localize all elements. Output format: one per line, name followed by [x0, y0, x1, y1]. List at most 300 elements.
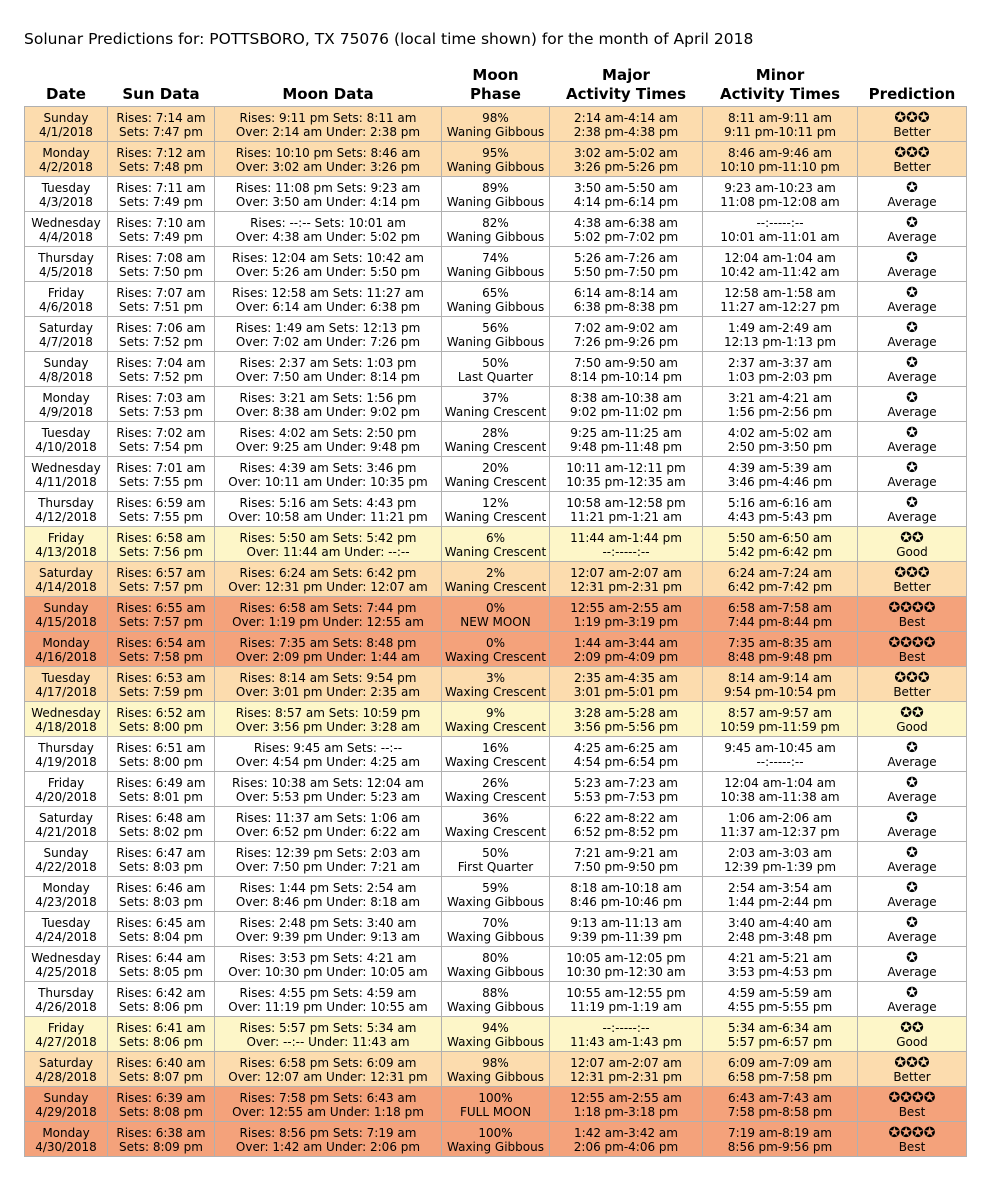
- prediction-rating: Best: [898, 1104, 926, 1119]
- prediction-cell: [858, 702, 967, 737]
- sun-set: Sets: 8:05 pm: [119, 964, 203, 979]
- phase-percent: 12%: [482, 495, 509, 510]
- prediction-rating: Better: [893, 684, 931, 699]
- prediction-cell: [858, 107, 967, 142]
- date-value: 4/10/2018: [35, 439, 97, 454]
- date-value: 4/30/2018: [35, 1139, 97, 1154]
- date-cell: [25, 842, 108, 877]
- sun-set: Sets: 7:54 pm: [119, 439, 203, 454]
- major-times-cell: [550, 177, 703, 212]
- minor-time-2: 6:58 pm-7:58 pm: [727, 1069, 833, 1084]
- date-cell: [25, 317, 108, 352]
- moon-over-under: Over: 5:26 am Under: 5:50 pm: [235, 264, 421, 279]
- sun-set: Sets: 8:06 pm: [119, 1034, 203, 1049]
- major-times-cell: [550, 492, 703, 527]
- star-in-circle-icon: ✪✪✪✪: [888, 1089, 936, 1106]
- prediction-rating: Average: [887, 929, 937, 944]
- moon-phase-cell: [442, 457, 550, 492]
- moon-data-cell: [215, 912, 442, 947]
- sun-data-cell: [108, 247, 215, 282]
- date-cell: [25, 597, 108, 632]
- moon-over-under: Over: 5:53 pm Under: 5:23 am: [235, 789, 421, 804]
- major-time-1: 4:38 am-6:38 am: [574, 215, 678, 230]
- phase-percent: 100%: [478, 1090, 513, 1105]
- moon-phase-cell: [442, 982, 550, 1017]
- major-times-cell: [550, 737, 703, 772]
- minor-times-cell: [703, 912, 858, 947]
- moon-data-cell: [215, 527, 442, 562]
- phase-percent: 94%: [482, 1020, 509, 1035]
- prediction-cell: [858, 317, 967, 352]
- major-times-cell: [550, 142, 703, 177]
- prediction-rating: Average: [887, 509, 937, 524]
- moon-phase-cell: [442, 947, 550, 982]
- minor-time-1: 12:04 am-1:04 am: [724, 775, 836, 790]
- star-in-circle-icon: ✪✪✪✪: [888, 599, 936, 616]
- sun-set: Sets: 8:04 pm: [119, 929, 203, 944]
- sun-data-cell: [108, 352, 215, 387]
- minor-time-1: 8:46 am-9:46 am: [728, 145, 832, 160]
- major-time-1: 8:18 am-10:18 am: [570, 880, 682, 895]
- table-row: [25, 982, 967, 1017]
- moon-over-under: Over: 2:09 pm Under: 1:44 am: [235, 649, 421, 664]
- moon-phase-cell: [442, 1052, 550, 1087]
- sun-data-cell: [108, 877, 215, 912]
- table-header: [25, 66, 967, 107]
- moon-phase-cell: [442, 247, 550, 282]
- sun-rise: Rises: 6:41 am: [116, 1020, 206, 1035]
- minor-time-1: 4:02 am-5:02 am: [728, 425, 832, 440]
- day-name: Thursday: [38, 495, 94, 510]
- sun-data-cell: [108, 982, 215, 1017]
- date-value: 4/25/2018: [35, 964, 97, 979]
- sun-set: Sets: 7:55 pm: [119, 474, 203, 489]
- phase-percent: 50%: [482, 845, 509, 860]
- sun-data-cell: [108, 177, 215, 212]
- prediction-cell: [858, 527, 967, 562]
- minor-time-2: 9:54 pm-10:54 pm: [723, 684, 837, 699]
- table-row: [25, 527, 967, 562]
- date-value: 4/18/2018: [35, 719, 97, 734]
- sun-rise: Rises: 6:51 am: [116, 740, 206, 755]
- phase-percent: 59%: [482, 880, 509, 895]
- phase-name: Waning Gibbous: [446, 229, 545, 244]
- day-name: Monday: [42, 635, 90, 650]
- sun-rise: Rises: 6:38 am: [116, 1125, 206, 1140]
- minor-time-1: 5:50 am-6:50 am: [728, 530, 832, 545]
- day-name: Saturday: [38, 565, 94, 580]
- star-in-circle-icon: ✪: [906, 284, 918, 301]
- minor-time-1: 5:34 am-6:34 am: [728, 1020, 832, 1035]
- sun-rise: Rises: 7:04 am: [116, 355, 206, 370]
- day-name: Friday: [47, 530, 85, 545]
- sun-set: Sets: 8:00 pm: [119, 754, 203, 769]
- major-time-2: 11:19 pm-1:19 am: [570, 999, 682, 1014]
- phase-percent: 6%: [485, 530, 506, 545]
- major-time-1: 2:35 am-4:35 am: [574, 670, 678, 685]
- moon-over-under: Over: 10:30 pm Under: 10:05 am: [228, 964, 428, 979]
- date-cell: [25, 247, 108, 282]
- prediction-cell: [858, 1052, 967, 1087]
- major-time-1: 10:55 am-12:55 pm: [566, 985, 686, 1000]
- sun-data-cell: [108, 457, 215, 492]
- sun-set: Sets: 7:52 pm: [119, 369, 203, 384]
- sun-data-cell: [108, 387, 215, 422]
- prediction-cell: [858, 562, 967, 597]
- moon-over-under: Over: 9:25 am Under: 9:48 pm: [235, 439, 421, 454]
- prediction-rating: Good: [896, 544, 928, 559]
- major-times-cell: [550, 632, 703, 667]
- phase-name: Waxing Crescent: [445, 754, 546, 769]
- phase-name: NEW MOON: [460, 614, 531, 629]
- moon-phase-cell: [442, 912, 550, 947]
- date-cell: [25, 1052, 108, 1087]
- star-in-circle-icon: ✪✪: [900, 529, 924, 546]
- moon-data-cell: [215, 107, 442, 142]
- minor-time-2: 7:58 pm-8:58 pm: [727, 1104, 833, 1119]
- major-times-cell: [550, 317, 703, 352]
- minor-time-2: 2:50 pm-3:50 pm: [727, 439, 833, 454]
- star-in-circle-icon: ✪✪✪: [894, 564, 930, 581]
- table-row: [25, 947, 967, 982]
- minor-time-1: 2:54 am-3:54 am: [728, 880, 832, 895]
- phase-name: FULL MOON: [459, 1104, 532, 1119]
- moon-phase-cell: [442, 317, 550, 352]
- sun-rise: Rises: 7:14 am: [116, 110, 206, 125]
- sun-data-cell: [108, 492, 215, 527]
- minor-times-cell: [703, 212, 858, 247]
- sun-rise: Rises: 7:01 am: [116, 460, 206, 475]
- prediction-rating: Average: [887, 299, 937, 314]
- sun-rise: Rises: 7:03 am: [116, 390, 206, 405]
- moon-rise-set: Rises: 4:39 am Sets: 3:46 pm: [239, 460, 417, 475]
- minor-time-1: 2:37 am-3:37 am: [728, 355, 832, 370]
- prediction-cell: [858, 387, 967, 422]
- sun-rise: Rises: 6:52 am: [116, 705, 206, 720]
- day-name: Saturday: [38, 320, 94, 335]
- date-value: 4/20/2018: [35, 789, 97, 804]
- sun-rise: Rises: 6:48 am: [116, 810, 206, 825]
- date-value: 4/19/2018: [35, 754, 97, 769]
- day-name: Thursday: [38, 250, 94, 265]
- phase-name: Waning Crescent: [444, 439, 547, 454]
- day-name: Saturday: [38, 1055, 94, 1070]
- prediction-rating: Average: [887, 754, 937, 769]
- minor-times-cell: [703, 457, 858, 492]
- star-in-circle-icon: ✪: [906, 424, 918, 441]
- major-time-1: 10:05 am-12:05 pm: [566, 950, 686, 965]
- sun-rise: Rises: 6:54 am: [116, 635, 206, 650]
- phase-name: Waxing Gibbous: [447, 964, 544, 979]
- prediction-cell: [858, 772, 967, 807]
- sun-data-cell: [108, 737, 215, 772]
- phase-name: Waxing Gibbous: [447, 1069, 544, 1084]
- sun-set: Sets: 7:57 pm: [119, 579, 203, 594]
- moon-phase-cell: [442, 142, 550, 177]
- star-in-circle-icon: ✪✪: [900, 1019, 924, 1036]
- phase-name: Waxing Crescent: [445, 649, 546, 664]
- table-row: [25, 597, 967, 632]
- moon-rise-set: Rises: 6:58 am Sets: 7:44 pm: [239, 600, 417, 615]
- major-times-cell: [550, 597, 703, 632]
- major-time-1: 2:14 am-4:14 am: [574, 110, 678, 125]
- phase-name: Waning Gibbous: [446, 194, 545, 209]
- minor-time-1: 3:21 am-4:21 am: [728, 390, 832, 405]
- day-name: Monday: [42, 1125, 90, 1140]
- minor-time-1: 8:14 am-9:14 am: [728, 670, 832, 685]
- major-times-cell: [550, 912, 703, 947]
- star-in-circle-icon: ✪: [906, 879, 918, 896]
- sun-set: Sets: 7:47 pm: [119, 124, 203, 139]
- major-time-1: 9:25 am-11:25 am: [570, 425, 682, 440]
- prediction-rating: Best: [898, 1139, 926, 1154]
- sun-data-cell: [108, 1122, 215, 1157]
- sun-rise: Rises: 6:59 am: [116, 495, 206, 510]
- moon-rise-set: Rises: 10:38 am Sets: 12:04 am: [232, 775, 424, 790]
- phase-percent: 20%: [482, 460, 509, 475]
- sun-rise: Rises: 7:02 am: [116, 425, 206, 440]
- prediction-cell: [858, 667, 967, 702]
- date-cell: [25, 702, 108, 737]
- star-in-circle-icon: ✪: [906, 984, 918, 1001]
- phase-name: Waxing Gibbous: [447, 999, 544, 1014]
- prediction-rating: Average: [887, 859, 937, 874]
- moon-phase-cell: [442, 352, 550, 387]
- phase-percent: 88%: [482, 985, 509, 1000]
- moon-data-cell: [215, 352, 442, 387]
- moon-data-cell: [215, 807, 442, 842]
- header-major-times: Major Activity Times: [565, 66, 686, 103]
- moon-data-cell: [215, 597, 442, 632]
- date-value: 4/17/2018: [35, 684, 97, 699]
- phase-percent: 70%: [482, 915, 509, 930]
- phase-name: Waning Crescent: [444, 509, 547, 524]
- moon-rise-set: Rises: 3:21 am Sets: 1:56 pm: [239, 390, 417, 405]
- phase-percent: 56%: [482, 320, 509, 335]
- date-cell: [25, 807, 108, 842]
- date-value: 4/12/2018: [35, 509, 97, 524]
- phase-name: Waxing Gibbous: [447, 1034, 544, 1049]
- major-time-2: 5:50 pm-7:50 pm: [573, 264, 679, 279]
- date-cell: [25, 457, 108, 492]
- major-time-1: 3:02 am-5:02 am: [574, 145, 678, 160]
- sun-data-cell: [108, 632, 215, 667]
- minor-time-1: 1:06 am-2:06 am: [728, 810, 832, 825]
- table-row: [25, 702, 967, 737]
- sun-set: Sets: 7:50 pm: [119, 264, 203, 279]
- minor-time-2: 1:03 pm-2:03 pm: [727, 369, 833, 384]
- moon-phase-cell: [442, 667, 550, 702]
- major-times-cell: [550, 877, 703, 912]
- minor-times-cell: [703, 1122, 858, 1157]
- minor-time-1: 5:16 am-6:16 am: [728, 495, 832, 510]
- table-row: [25, 317, 967, 352]
- moon-phase-cell: [442, 387, 550, 422]
- moon-over-under: Over: 2:14 am Under: 2:38 pm: [235, 124, 421, 139]
- major-time-2: 1:19 pm-3:19 pm: [573, 614, 679, 629]
- date-cell: [25, 737, 108, 772]
- date-cell: [25, 177, 108, 212]
- date-value: 4/28/2018: [35, 1069, 97, 1084]
- moon-rise-set: Rises: 7:58 pm Sets: 6:43 am: [239, 1090, 417, 1105]
- date-cell: [25, 282, 108, 317]
- header-row: [25, 66, 967, 107]
- moon-phase-cell: [442, 282, 550, 317]
- day-name: Tuesday: [41, 915, 91, 930]
- moon-over-under: Over: 7:50 am Under: 8:14 pm: [235, 369, 421, 384]
- major-time-2: 8:46 pm-10:46 pm: [569, 894, 683, 909]
- moon-phase-cell: [442, 632, 550, 667]
- table-row: [25, 772, 967, 807]
- date-cell: [25, 492, 108, 527]
- date-cell: [25, 877, 108, 912]
- minor-time-1: 3:40 am-4:40 am: [728, 915, 832, 930]
- moon-rise-set: Rises: 9:45 am Sets: --:--: [253, 740, 403, 755]
- prediction-cell: [858, 212, 967, 247]
- prediction-cell: [858, 422, 967, 457]
- phase-percent: 3%: [485, 670, 506, 685]
- prediction-cell: [858, 492, 967, 527]
- minor-time-1: 6:24 am-7:24 am: [728, 565, 832, 580]
- prediction-cell: [858, 352, 967, 387]
- phase-percent: 89%: [482, 180, 509, 195]
- phase-percent: 36%: [482, 810, 509, 825]
- minor-times-cell: [703, 947, 858, 982]
- sun-set: Sets: 7:58 pm: [119, 649, 203, 664]
- moon-rise-set: Rises: 7:35 am Sets: 8:48 pm: [239, 635, 417, 650]
- moon-over-under: Over: 1:19 pm Under: 12:55 am: [232, 614, 424, 629]
- minor-times-cell: [703, 317, 858, 352]
- moon-rise-set: Rises: 4:55 pm Sets: 4:59 am: [239, 985, 417, 1000]
- moon-data-cell: [215, 737, 442, 772]
- phase-percent: 50%: [482, 355, 509, 370]
- phase-percent: 98%: [482, 1055, 509, 1070]
- prediction-cell: [858, 807, 967, 842]
- day-name: Thursday: [38, 740, 94, 755]
- minor-times-cell: [703, 772, 858, 807]
- major-time-2: 9:39 pm-11:39 pm: [569, 929, 683, 944]
- major-times-cell: [550, 282, 703, 317]
- table-row: [25, 282, 967, 317]
- sun-data-cell: [108, 562, 215, 597]
- date-cell: [25, 667, 108, 702]
- minor-times-cell: [703, 877, 858, 912]
- table-row: [25, 247, 967, 282]
- date-value: 4/2/2018: [39, 159, 93, 174]
- major-times-cell: [550, 422, 703, 457]
- date-value: 4/3/2018: [39, 194, 93, 209]
- minor-time-2: 3:46 pm-4:46 pm: [727, 474, 833, 489]
- major-time-1: 9:13 am-11:13 am: [570, 915, 682, 930]
- sun-data-cell: [108, 947, 215, 982]
- phase-name: Last Quarter: [457, 369, 534, 384]
- sun-set: Sets: 8:03 pm: [119, 894, 203, 909]
- phase-name: Waning Gibbous: [446, 159, 545, 174]
- phase-name: Waxing Gibbous: [447, 1139, 544, 1154]
- star-in-circle-icon: ✪: [906, 774, 918, 791]
- prediction-rating: Average: [887, 194, 937, 209]
- moon-over-under: Over: 1:42 am Under: 2:06 pm: [235, 1139, 421, 1154]
- date-value: 4/27/2018: [35, 1034, 97, 1049]
- star-in-circle-icon: ✪: [906, 389, 918, 406]
- moon-rise-set: Rises: 12:39 pm Sets: 2:03 am: [235, 845, 421, 860]
- moon-data-cell: [215, 947, 442, 982]
- phase-percent: 100%: [478, 1125, 513, 1140]
- date-value: 4/24/2018: [35, 929, 97, 944]
- table-row: [25, 1017, 967, 1052]
- major-times-cell: [550, 772, 703, 807]
- moon-over-under: Over: 3:01 pm Under: 2:35 am: [235, 684, 421, 699]
- moon-rise-set: Rises: 3:53 pm Sets: 4:21 am: [239, 950, 417, 965]
- moon-data-cell: [215, 562, 442, 597]
- minor-time-2: 9:11 pm-10:11 pm: [723, 124, 837, 139]
- moon-over-under: Over: 6:14 am Under: 6:38 pm: [235, 299, 421, 314]
- major-time-1: 1:44 am-3:44 am: [574, 635, 678, 650]
- phase-name: Waxing Gibbous: [447, 929, 544, 944]
- major-time-2: 6:52 pm-8:52 pm: [573, 824, 679, 839]
- minor-times-cell: [703, 737, 858, 772]
- minor-time-1: 8:11 am-9:11 am: [728, 110, 832, 125]
- prediction-rating: Better: [893, 579, 931, 594]
- prediction-rating: Best: [898, 614, 926, 629]
- prediction-rating: Best: [898, 649, 926, 664]
- table-row: [25, 912, 967, 947]
- minor-time-2: 12:39 pm-1:39 pm: [723, 859, 837, 874]
- minor-time-1: 4:39 am-5:39 am: [728, 460, 832, 475]
- sun-data-cell: [108, 597, 215, 632]
- date-cell: [25, 1122, 108, 1157]
- major-times-cell: [550, 387, 703, 422]
- sun-set: Sets: 7:53 pm: [119, 404, 203, 419]
- major-time-1: 1:42 am-3:42 am: [574, 1125, 678, 1140]
- major-time-2: 6:38 pm-8:38 pm: [573, 299, 679, 314]
- sun-data-cell: [108, 142, 215, 177]
- date-value: 4/4/2018: [39, 229, 93, 244]
- minor-time-1: 6:58 am-7:58 am: [728, 600, 832, 615]
- date-cell: [25, 982, 108, 1017]
- date-value: 4/21/2018: [35, 824, 97, 839]
- table-row: [25, 632, 967, 667]
- major-time-1: 7:21 am-9:21 am: [574, 845, 678, 860]
- moon-data-cell: [215, 1052, 442, 1087]
- prediction-cell: [858, 457, 967, 492]
- moon-over-under: Over: 9:39 pm Under: 9:13 am: [235, 929, 421, 944]
- day-name: Saturday: [38, 810, 94, 825]
- moon-phase-cell: [442, 842, 550, 877]
- phase-name: Waning Crescent: [444, 544, 547, 559]
- minor-time-2: 10:59 pm-11:59 pm: [720, 719, 840, 734]
- phase-percent: 98%: [482, 110, 509, 125]
- moon-over-under: Over: 4:38 am Under: 5:02 pm: [235, 229, 421, 244]
- moon-over-under: Over: 10:11 am Under: 10:35 pm: [228, 474, 428, 489]
- moon-over-under: Over: --:-- Under: 11:43 am: [246, 1034, 410, 1049]
- star-in-circle-icon: ✪: [906, 844, 918, 861]
- major-time-1: 6:22 am-8:22 am: [574, 810, 678, 825]
- star-in-circle-icon: ✪✪✪: [894, 109, 930, 126]
- prediction-cell: [858, 1087, 967, 1122]
- phase-percent: 16%: [482, 740, 509, 755]
- minor-time-2: 11:27 am-12:27 pm: [720, 299, 840, 314]
- minor-times-cell: [703, 1017, 858, 1052]
- moon-rise-set: Rises: 2:48 pm Sets: 3:40 am: [239, 915, 417, 930]
- moon-data-cell: [215, 842, 442, 877]
- page-title: Solunar Predictions for: POTTSBORO, TX 75076 (local time shown) for the month of April 2018: [24, 30, 754, 48]
- moon-rise-set: Rises: 2:37 am Sets: 1:03 pm: [239, 355, 417, 370]
- moon-over-under: Over: 8:46 pm Under: 8:18 am: [235, 894, 421, 909]
- minor-times-cell: [703, 387, 858, 422]
- phase-percent: 82%: [482, 215, 509, 230]
- phase-percent: 2%: [485, 565, 506, 580]
